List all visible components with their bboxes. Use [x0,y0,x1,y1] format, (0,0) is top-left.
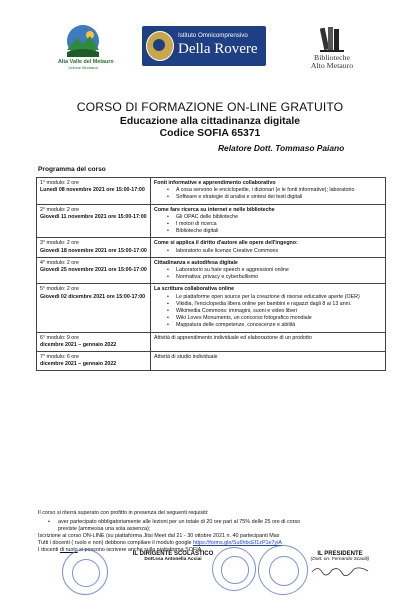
dirigente-name: Dott.ssa Antonella Acciai [144,557,202,562]
module-item: • Software e strategie di analisi e sintesi dei testi digitali [154,194,382,201]
logo-bar [0,22,420,80]
module-schedule-cell [37,352,151,371]
module-topic: Come fare ricerca su internet e nelle biblioteche [154,206,275,213]
module-content-cell [151,352,386,371]
module-item: • Le piattaforme open source per la creazione di risorse educative aperte (OER) [154,294,382,301]
module-topic: Come si applica il diritto d'autore alle opere dell'ingegno: [154,240,298,247]
alta-valle-sub: Unione Montana [68,65,98,70]
module-date: dicembre 2021 – gennaio 2022 [40,361,117,368]
sofia-note-ruolo: di ruolo [59,547,78,553]
unione-montana-stamp-icon [258,545,308,595]
module-topic: Fonti informative e apprendimento collaborativo [154,180,276,186]
presidente-signature [304,551,376,578]
module-item: • I motori di ricerca [154,221,382,228]
alta-valle-logo [58,24,114,78]
della-rovere-line2: Della Rovere [178,41,258,57]
module-item: • Normativa: privacy e cyberbullismo [154,274,382,281]
module-label: 6° modulo: 9 ore [40,334,79,341]
module-content-cell [151,257,386,284]
module-activity: Attività di apprendimento individuale ed elaborazione di un prodotto [154,334,312,341]
module-label: 3° modulo: 2 ore [40,240,79,247]
module-content-cell [151,284,386,332]
module-topic: Cittadinanza e autodifesa digitale [154,259,238,266]
enrollment-info: Iscrizione al corso ON-LINE (su piattaforma Jitsi Meet dal 21 - 30 ottobre 2021 n. 40 partecipanti Max [38,533,280,539]
module-schedule-cell [37,178,151,205]
module-activity: Attività di studio individuale [154,354,218,361]
course-subtitle: Educazione alla cittadinanza digitale [119,116,301,127]
module-items [154,248,382,255]
module-row [37,178,386,205]
module-content-cell [151,204,386,238]
program-title: Programma del corso [38,166,106,173]
seal-icon [146,31,174,61]
sofia-note-pre: I docenti [38,547,60,553]
module-item: • A cosa servono le enciclopedie, i dizionari (e le fonti informative); laboratorio [154,187,382,194]
module-label: 7° modulo: 6 ore [40,354,79,361]
module-schedule-cell [37,257,151,284]
header [0,100,420,139]
course-title: CORSO DI FORMAZIONE ON-LINE GRATUITO [76,100,344,114]
biblioteche-line1: Biblioteche [314,53,350,62]
module-schedule-cell [37,238,151,257]
form-instructions-text: Tutti i docenti ( ruolo e non) debbono compilare il modulo google [38,540,194,546]
module-schedule-cell [37,204,151,238]
alta-valle-name: Alta Valle del Metauro [58,59,114,65]
module-item: • laboratorio sulle licenze Creative Commons [154,248,382,255]
module-date: Giovedì 02 dicembre 2021 ore 15:00-17:00 [40,293,146,300]
module-row [37,352,386,371]
requirement-item [38,519,388,526]
dirigente-signature [118,551,228,562]
module-date: Giovedì 18 novembre 2021 ore 15:00-17:00 [40,247,147,254]
mountain-sun-icon [63,24,103,58]
sofia-note-post: si possono iscrivere anche sulla piattaforma SOFIA. [77,547,203,553]
module-label: 1° modulo: 2 ore [40,180,79,186]
module-row [37,204,386,238]
module-items [154,187,382,201]
module-label: 4° modulo: 2 ore [40,259,79,266]
module-date: Lunedì 08 novembre 2021 ore 15:00-17:00 [40,187,145,194]
google-form-link[interactable]: https://forms.gle/Su6hbcEf1zP1e7yiA [193,540,283,546]
requirements-list [38,519,388,526]
module-item: • Gli OPAC delle biblioteche [154,214,382,221]
module-item: • Biblioteche digitali [154,228,382,235]
module-row [37,332,386,351]
module-items [154,214,382,236]
module-date: Giovedì 11 novembre 2021 ore 15:00-17:00 [40,213,147,220]
module-date: dicembre 2021 – gennaio 2022 [40,341,117,348]
module-schedule-cell [37,284,151,332]
program-table [36,177,386,371]
module-item: • Vikidia, l'enciclopedia libera online per bambini e ragazzi dagli 8 ai 13 anni. [154,301,382,308]
module-content-cell [151,178,386,205]
biblioteche-logo [302,24,362,80]
module-label: 5° modulo: 2 ore [40,286,79,293]
della-rovere-logo [142,26,266,66]
dirigente-title: IL DIRIGENTE SCOLASTICO [132,551,214,557]
biblioteche-line2: Alto Metauro [310,61,354,70]
module-row [37,238,386,257]
books-icon [320,24,344,54]
module-content-cell [151,332,386,351]
course-code: Codice SOFIA 65371 [159,128,261,139]
module-item: • Laboratorio su hate speech e aggressioni online [154,267,382,274]
module-row [37,284,386,332]
requirements-intro: Il corso si riterrà superato con profitto in presenza dei seguenti requisiti: [38,510,209,516]
school-stamp-icon [59,547,108,595]
speaker: Relatore Dott. Tommaso Paiano [218,143,345,153]
requirement-continuation: previste (ammessa una sola assenza); [58,526,151,532]
module-label: 2° modulo: 2 ore [40,206,79,213]
module-item: • Wikimedia Commons: immagini, suoni e video liberi [154,308,382,315]
module-date: Giovedì 25 novembre 2021 ore 15:00-17:00 [40,267,147,274]
module-topic: La scrittura collaborativa online [154,286,235,293]
module-item: • Mappatura delle competenze, conoscenze e abilità [154,322,382,329]
signature-scribble-icon [310,564,370,576]
signature-area [0,545,420,600]
module-items [154,267,382,281]
requirement-text: aver partecipato obbligatoriamente alle lezioni per un totale di 20 ore pari al 75% delle 25 ore di corso [58,519,301,525]
module-schedule-cell [37,332,151,351]
presidente-name: (Dott. on. Fernando Scaolli) [310,557,370,562]
biblioteche-stamp-icon [212,547,256,591]
module-content-cell [151,238,386,257]
module-items [154,294,382,330]
presidente-title: IL PRESIDENTE [317,551,363,557]
della-rovere-line1: Istituto Omnicomprensivo [178,32,248,39]
module-item: • Wiki Loves Monuments, un concorso fotografico mondiale [154,315,382,322]
module-row [37,257,386,284]
